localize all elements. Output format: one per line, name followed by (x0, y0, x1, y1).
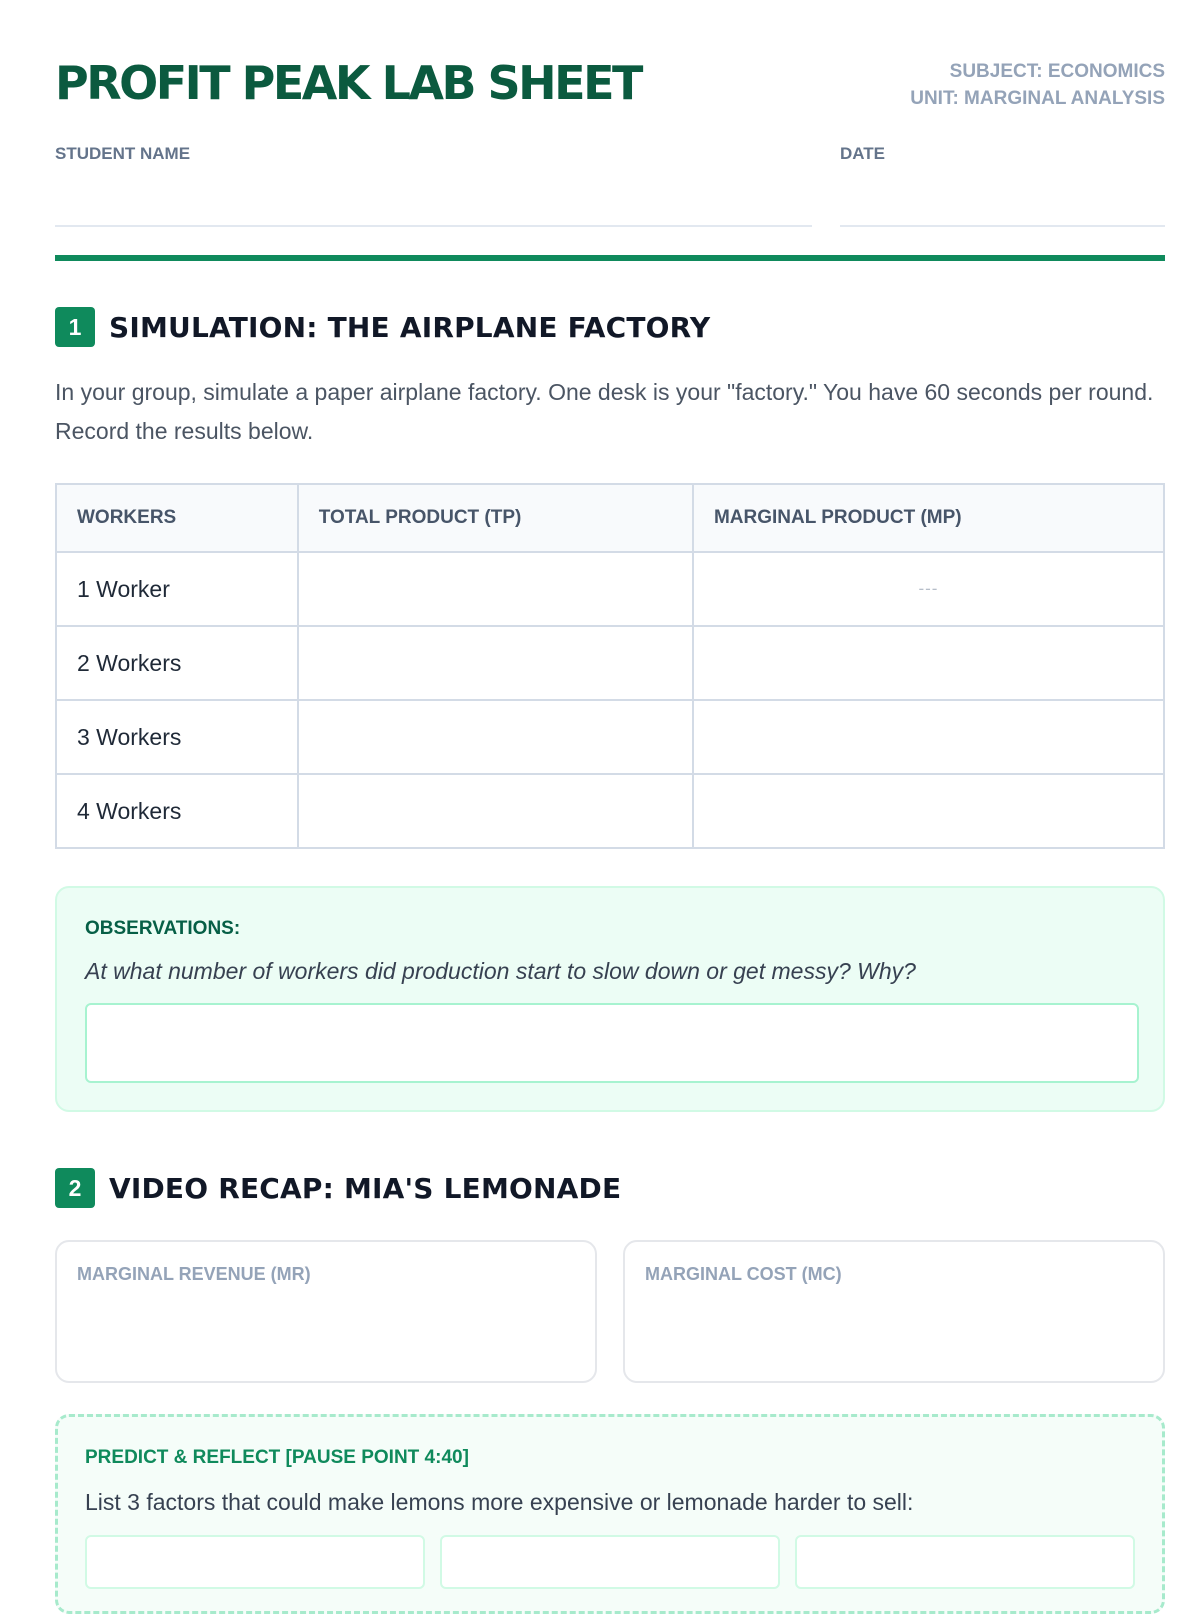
section-number-badge: 2 (55, 1168, 95, 1208)
section-title: VIDEO RECAP: MIA'S LEMONADE (109, 1171, 622, 1205)
marginal-cost-box[interactable] (623, 1240, 1165, 1383)
subject-label: SUBJECT: ECONOMICS (949, 61, 1165, 82)
total-product-cell[interactable] (298, 626, 693, 700)
table-header-row (56, 484, 1164, 552)
marginal-revenue-label: MARGINAL REVENUE (MR) (77, 1264, 311, 1284)
section-title: SIMULATION: THE AIRPLANE FACTORY (109, 310, 711, 344)
observations-label: OBSERVATIONS: (85, 918, 241, 939)
total-product-cell[interactable] (298, 552, 693, 626)
production-table (55, 483, 1165, 849)
header-divider (55, 255, 1165, 261)
observations-box (55, 886, 1165, 1112)
marginal-product-cell[interactable] (693, 774, 1164, 848)
marginal-product-cell[interactable] (693, 700, 1164, 774)
section-2-heading (55, 1168, 621, 1208)
student-name-label: STUDENT NAME (55, 144, 191, 163)
observations-question: At what number of workers did production start to slow down or get messy? Why? (85, 958, 916, 984)
predict-reflect-label: PREDICT & REFLECT [PAUSE POINT 4:40] (85, 1447, 469, 1468)
total-product-cell[interactable] (298, 700, 693, 774)
factor-answer-field-1[interactable] (85, 1535, 425, 1589)
predict-reflect-question: List 3 factors that could make lemons more expensive or lemonade harder to sell: (85, 1489, 914, 1515)
marginal-cost-label: MARGINAL COST (MC) (645, 1264, 842, 1284)
table-row (56, 552, 1164, 626)
table-row (56, 626, 1164, 700)
observations-answer-field[interactable] (85, 1003, 1139, 1083)
date-label: DATE (840, 144, 886, 163)
table-row (56, 700, 1164, 774)
total-product-cell[interactable] (298, 774, 693, 848)
table-row (56, 774, 1164, 848)
page-title: PROFIT PEAK LAB SHEET (55, 56, 641, 110)
marginal-revenue-box[interactable] (55, 1240, 597, 1383)
workers-cell: 4 Workers (56, 774, 298, 848)
workers-cell: 2 Workers (56, 626, 298, 700)
predict-reflect-box (55, 1414, 1165, 1614)
column-header-total-product: TOTAL PRODUCT (TP) (298, 484, 693, 552)
student-name-field[interactable] (55, 225, 812, 227)
marginal-product-cell[interactable] (693, 626, 1164, 700)
unit-label: UNIT: MARGINAL ANALYSIS (910, 88, 1165, 109)
workers-cell: 1 Worker (56, 552, 298, 626)
workers-cell: 3 Workers (56, 700, 298, 774)
date-field[interactable] (840, 225, 1165, 227)
section-1-instructions: In your group, simulate a paper airplane factory. One desk is your "factory." You have 60 seconds per round. Record the results below. (55, 379, 1154, 444)
factor-answer-field-2[interactable] (440, 1535, 780, 1589)
section-1-heading (55, 307, 710, 347)
section-number-badge: 1 (55, 307, 95, 347)
column-header-workers: WORKERS (56, 484, 298, 552)
column-header-marginal-product: MARGINAL PRODUCT (MP) (693, 484, 1164, 552)
marginal-product-cell: --- (693, 552, 1164, 626)
course-meta (910, 58, 1165, 112)
factor-answer-field-3[interactable] (795, 1535, 1135, 1589)
